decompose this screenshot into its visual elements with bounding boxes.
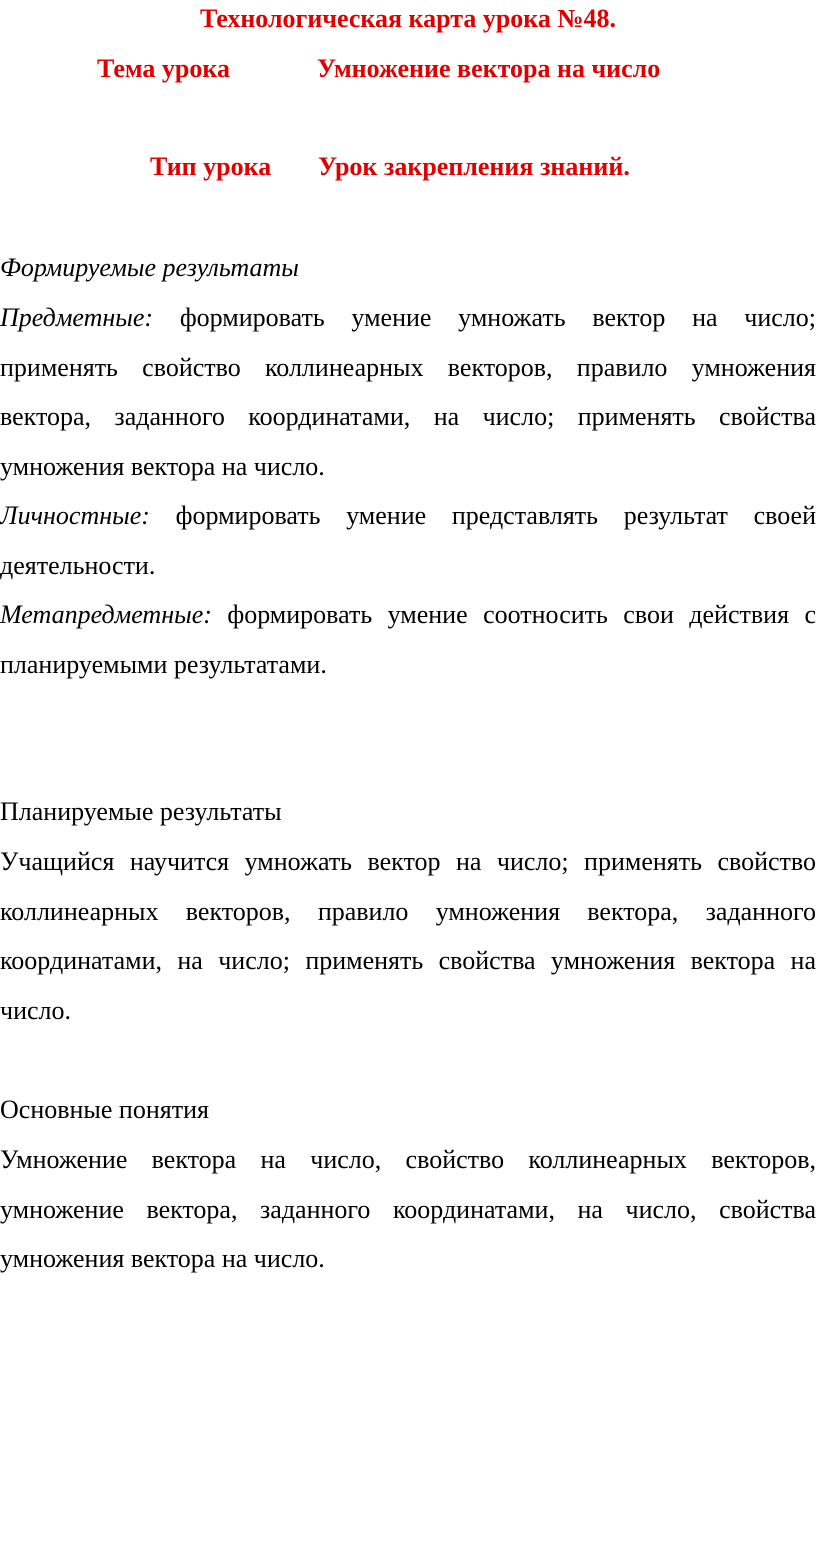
subject-results-text: формировать умение умножать вектор на число; применять свойство коллинеарных векторов, правило умножения вектора, заданного координатами, на число; применять свойства умножения вектора на число. <box>0 303 816 481</box>
personal-results-label: Личностные: <box>0 501 150 530</box>
meta-results-text: формировать умение соотносить свои действия с планируемыми результатами. <box>0 600 816 679</box>
meta-results-paragraph <box>0 590 816 689</box>
key-concepts-heading: Основные понятия <box>0 1095 209 1124</box>
lesson-topic-value: Умножение вектора на число <box>317 54 661 83</box>
lesson-topic-label: Тема урока <box>97 54 230 83</box>
lesson-type-value: Урок закрепления знаний. <box>318 152 630 181</box>
planned-results-heading: Планируемые результаты <box>0 797 282 826</box>
personal-results-text: формировать умение представлять результат своей деятельности. <box>0 501 816 580</box>
lesson-type-row <box>0 150 816 186</box>
planned-results-text: Учащийся научится умножать вектор на число; применять свойство коллинеарных векторов, правило умножения вектора, заданного координатами, на число; применять свойства умножения вектора на число. <box>0 847 816 1025</box>
meta-results-label: Метапредметные: <box>0 600 212 629</box>
lesson-topic-row <box>0 52 816 88</box>
key-concepts-text: Умножение вектора на число, свойство коллинеарных векторов, умножение вектора, заданного координатами, на число, свойства умножения вектора на число. <box>0 1145 816 1273</box>
lesson-type-label: Тип урока <box>150 152 272 181</box>
subject-results-paragraph <box>0 293 816 491</box>
formed-results-heading: Формируемые результаты <box>0 253 299 282</box>
subject-results-label: Предметные: <box>0 303 154 332</box>
document-title: Технологическая карта урока №48. <box>199 4 617 33</box>
personal-results-paragraph <box>0 491 816 590</box>
